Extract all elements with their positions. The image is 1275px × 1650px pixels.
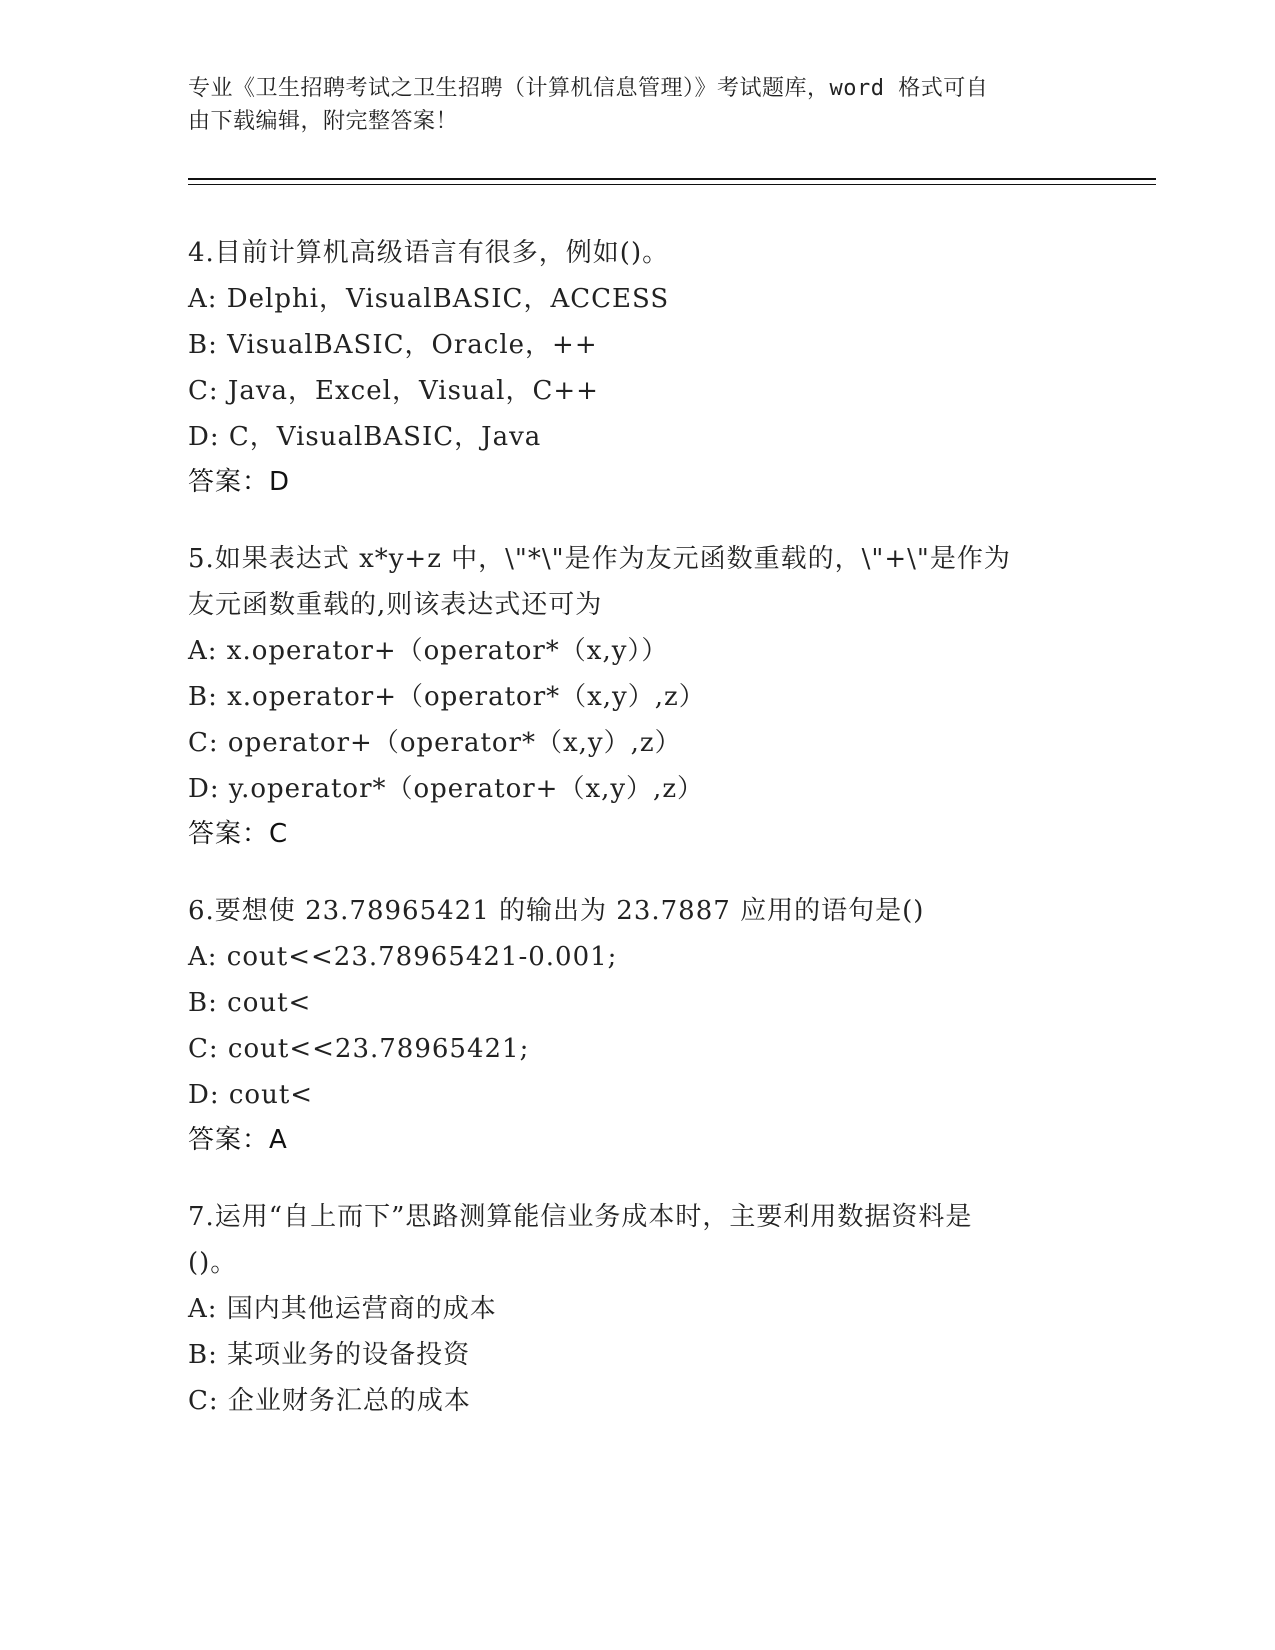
option-a: A: 国内其他运营商的成本 bbox=[188, 1294, 497, 1324]
header-line-2: 由下载编辑，附完整答案！ bbox=[188, 109, 459, 134]
question-stem: 6.要想使 23.78965421 的输出为 23.7887 应用的语句是() bbox=[188, 896, 925, 926]
option-d: D: y.operator*（operator+（x,y）,z） bbox=[188, 774, 705, 804]
option-b: B: x.operator+（operator*（x,y）,z） bbox=[188, 682, 706, 712]
question-stem: 7.运用“自上而下”思路测算能信业务成本时，主要利用数据资料是 bbox=[188, 1202, 973, 1232]
question-list bbox=[188, 230, 1088, 1456]
answer: 答案：C bbox=[188, 819, 289, 849]
option-a: A: x.operator+（operator*（x,y）） bbox=[188, 636, 669, 666]
option-c: C: 企业财务汇总的成本 bbox=[188, 1386, 471, 1416]
option-c: C: cout<<23.78965421; bbox=[188, 1034, 530, 1064]
question-5 bbox=[188, 536, 1088, 856]
question-6 bbox=[188, 888, 1088, 1162]
option-b: B: VisualBASIC，Oracle，++ bbox=[188, 330, 598, 360]
answer: 答案：D bbox=[188, 467, 291, 497]
option-d: D: cout< bbox=[188, 1080, 314, 1110]
document-header bbox=[188, 72, 1068, 138]
header-rule-thin bbox=[188, 184, 1156, 185]
question-stem: 5.如果表达式 x*y+z 中，\"*\"是作为友元函数重载的，\"+\"是作为 bbox=[188, 544, 1011, 574]
question-stem: 4.目前计算机高级语言有很多，例如()。 bbox=[188, 238, 670, 268]
question-stem-continued: 友元函数重载的,则该表达式还可为 bbox=[188, 590, 603, 620]
question-4 bbox=[188, 230, 1088, 504]
option-b: B: 某项业务的设备投资 bbox=[188, 1340, 471, 1370]
option-c: C: Java，Excel，Visual，C++ bbox=[188, 376, 599, 406]
question-7 bbox=[188, 1194, 1088, 1424]
option-c: C: operator+（operator*（x,y）,z） bbox=[188, 728, 682, 758]
option-d: D: C，VisualBASIC，Java bbox=[188, 422, 542, 452]
header-line-1: 专业《卫生招聘考试之卫生招聘（计算机信息管理）》考试题库，word 格式可自 bbox=[188, 76, 989, 101]
question-stem-continued: ()。 bbox=[188, 1248, 238, 1278]
option-a: A: Delphi，VisualBASIC，ACCESS bbox=[188, 284, 670, 314]
option-b: B: cout< bbox=[188, 988, 312, 1018]
option-a: A: cout<<23.78965421-0.001; bbox=[188, 942, 618, 972]
header-rule-thick bbox=[188, 178, 1156, 180]
answer: 答案：A bbox=[188, 1125, 288, 1155]
